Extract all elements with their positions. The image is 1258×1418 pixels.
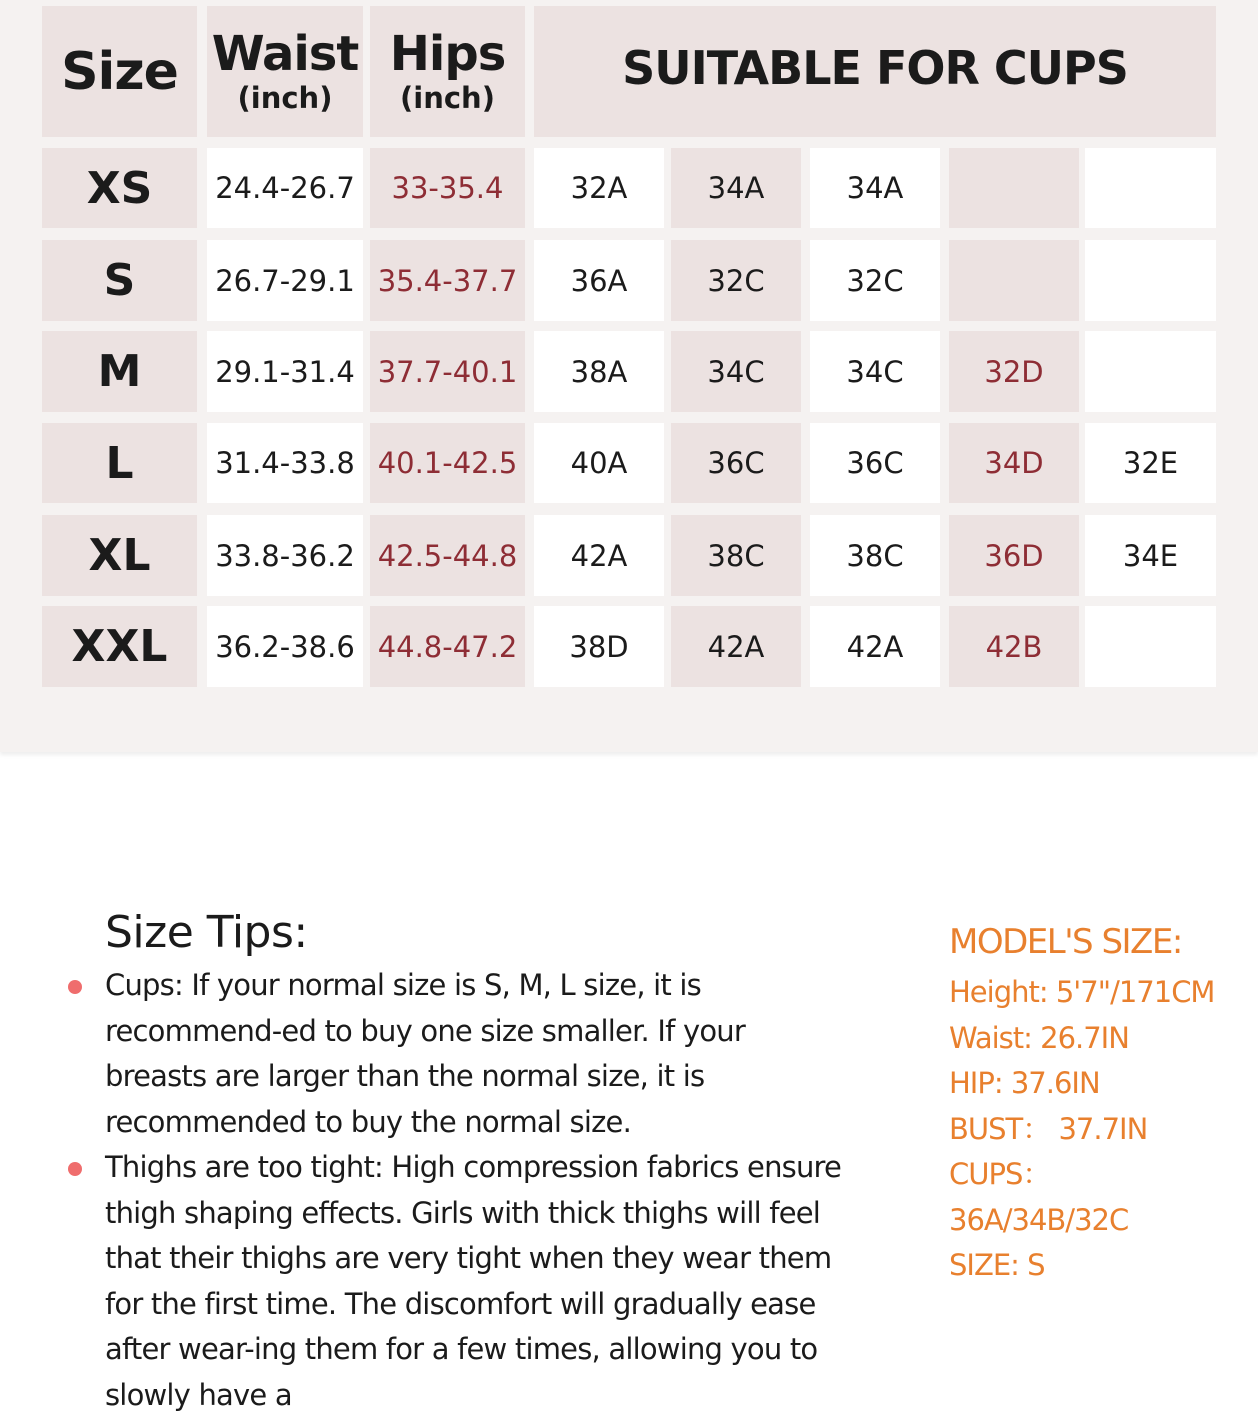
- tip-text: Thighs are too tight: High compression fabrics ensure thigh shaping effects. Girls with thick thighs will feel that their thighs are very tight when they wear them for the first time. The discomfort will gradually ease after wear-ing them for a few times, allowing you to slowly have a: [105, 1150, 842, 1412]
- model-cups-value: 36A/34B/32C: [949, 1202, 1129, 1237]
- hips-cell: 42.5-44.8: [370, 515, 525, 596]
- cup-cell: 36C: [671, 423, 801, 503]
- cup-cell: 40A: [534, 423, 664, 503]
- cup-cell: [949, 148, 1079, 228]
- cup-cell: 42A: [671, 606, 801, 687]
- hips-cell: 37.7-40.1: [370, 331, 525, 412]
- model-size-title: MODEL'S SIZE:: [949, 922, 1182, 962]
- cup-cell: 34A: [671, 148, 801, 228]
- hips-cell: 40.1-42.5: [370, 423, 525, 503]
- header-hips-label: Hips: [389, 26, 506, 82]
- model-size-value: SIZE: S: [949, 1248, 1045, 1282]
- tip-item: [62, 963, 862, 1145]
- bullet-dot-icon: [68, 980, 82, 994]
- cup-cell: 34C: [810, 331, 940, 412]
- cup-cell: 34A: [810, 148, 940, 228]
- model-size: [949, 918, 1214, 1289]
- cup-cell: 34C: [671, 331, 801, 412]
- hips-cell: 33-35.4: [370, 148, 525, 228]
- cup-cell: 42A: [534, 515, 664, 596]
- cup-cell: [1085, 240, 1216, 321]
- size-label: M: [42, 331, 197, 412]
- waist-cell: 26.7-29.1: [207, 240, 363, 321]
- cup-cell: 32E: [1085, 423, 1216, 503]
- cup-cell: 32D: [949, 331, 1079, 412]
- hips-cell: 35.4-37.7: [370, 240, 525, 321]
- waist-cell: 31.4-33.8: [207, 423, 363, 503]
- cup-cell: 38C: [810, 515, 940, 596]
- model-hip: HIP: 37.6IN: [949, 1066, 1100, 1100]
- tips-title: Size Tips:: [105, 907, 308, 958]
- waist-cell: 29.1-31.4: [207, 331, 363, 412]
- model-bust: BUST： 37.7IN: [949, 1111, 1148, 1146]
- cup-cell: 36A: [534, 240, 664, 321]
- waist-cell: 33.8-36.2: [207, 515, 363, 596]
- cup-cell: 36D: [949, 515, 1079, 596]
- cup-cell: [1085, 331, 1216, 412]
- size-label: XS: [42, 148, 197, 228]
- cup-cell: 42B: [949, 606, 1079, 687]
- cup-cell: [1085, 606, 1216, 687]
- cup-cell: [1085, 148, 1216, 228]
- waist-cell: 24.4-26.7: [207, 148, 363, 228]
- waist-cell: 36.2-38.6: [207, 606, 363, 687]
- model-waist: Waist: 26.7IN: [949, 1020, 1129, 1055]
- cup-cell: 42A: [810, 606, 940, 687]
- cup-cell: 34D: [949, 423, 1079, 503]
- size-label: S: [42, 240, 197, 321]
- size-tips: [62, 903, 862, 1418]
- size-label: XXL: [42, 606, 197, 687]
- hips-cell: 44.8-47.2: [370, 606, 525, 687]
- cup-cell: 32A: [534, 148, 664, 228]
- cup-cell: 36C: [810, 423, 940, 503]
- tip-item: [62, 1145, 862, 1418]
- cup-cell: 32C: [810, 240, 940, 321]
- size-label: XL: [42, 515, 197, 596]
- header-hips-unit: (inch): [400, 81, 495, 115]
- bullet-dot-icon: [68, 1162, 82, 1176]
- header-waist: [207, 6, 363, 137]
- header-waist-unit: (inch): [237, 81, 333, 115]
- cup-cell: 32C: [671, 240, 801, 321]
- cup-cell: [949, 240, 1079, 321]
- cup-cell: 38C: [671, 515, 801, 596]
- cup-cell: 38A: [534, 331, 664, 412]
- tip-text: Cups: If your normal size is S, M, L size, it is recommend-ed to buy one size smaller. If your breasts are larger than the normal size, it is recommended to buy the normal size.: [105, 968, 745, 1139]
- header-waist-label: Waist: [211, 26, 359, 82]
- header-hips: [370, 6, 525, 137]
- model-height: Height: 5'7"/171CM: [949, 975, 1215, 1009]
- header-size: Size: [42, 6, 197, 137]
- model-cups-label: CUPS：: [949, 1157, 1051, 1191]
- cup-cell: 38D: [534, 606, 664, 687]
- cup-cell: 34E: [1085, 515, 1216, 596]
- size-label: L: [42, 423, 197, 503]
- header-suitable-cups: SUITABLE FOR CUPS: [534, 6, 1216, 137]
